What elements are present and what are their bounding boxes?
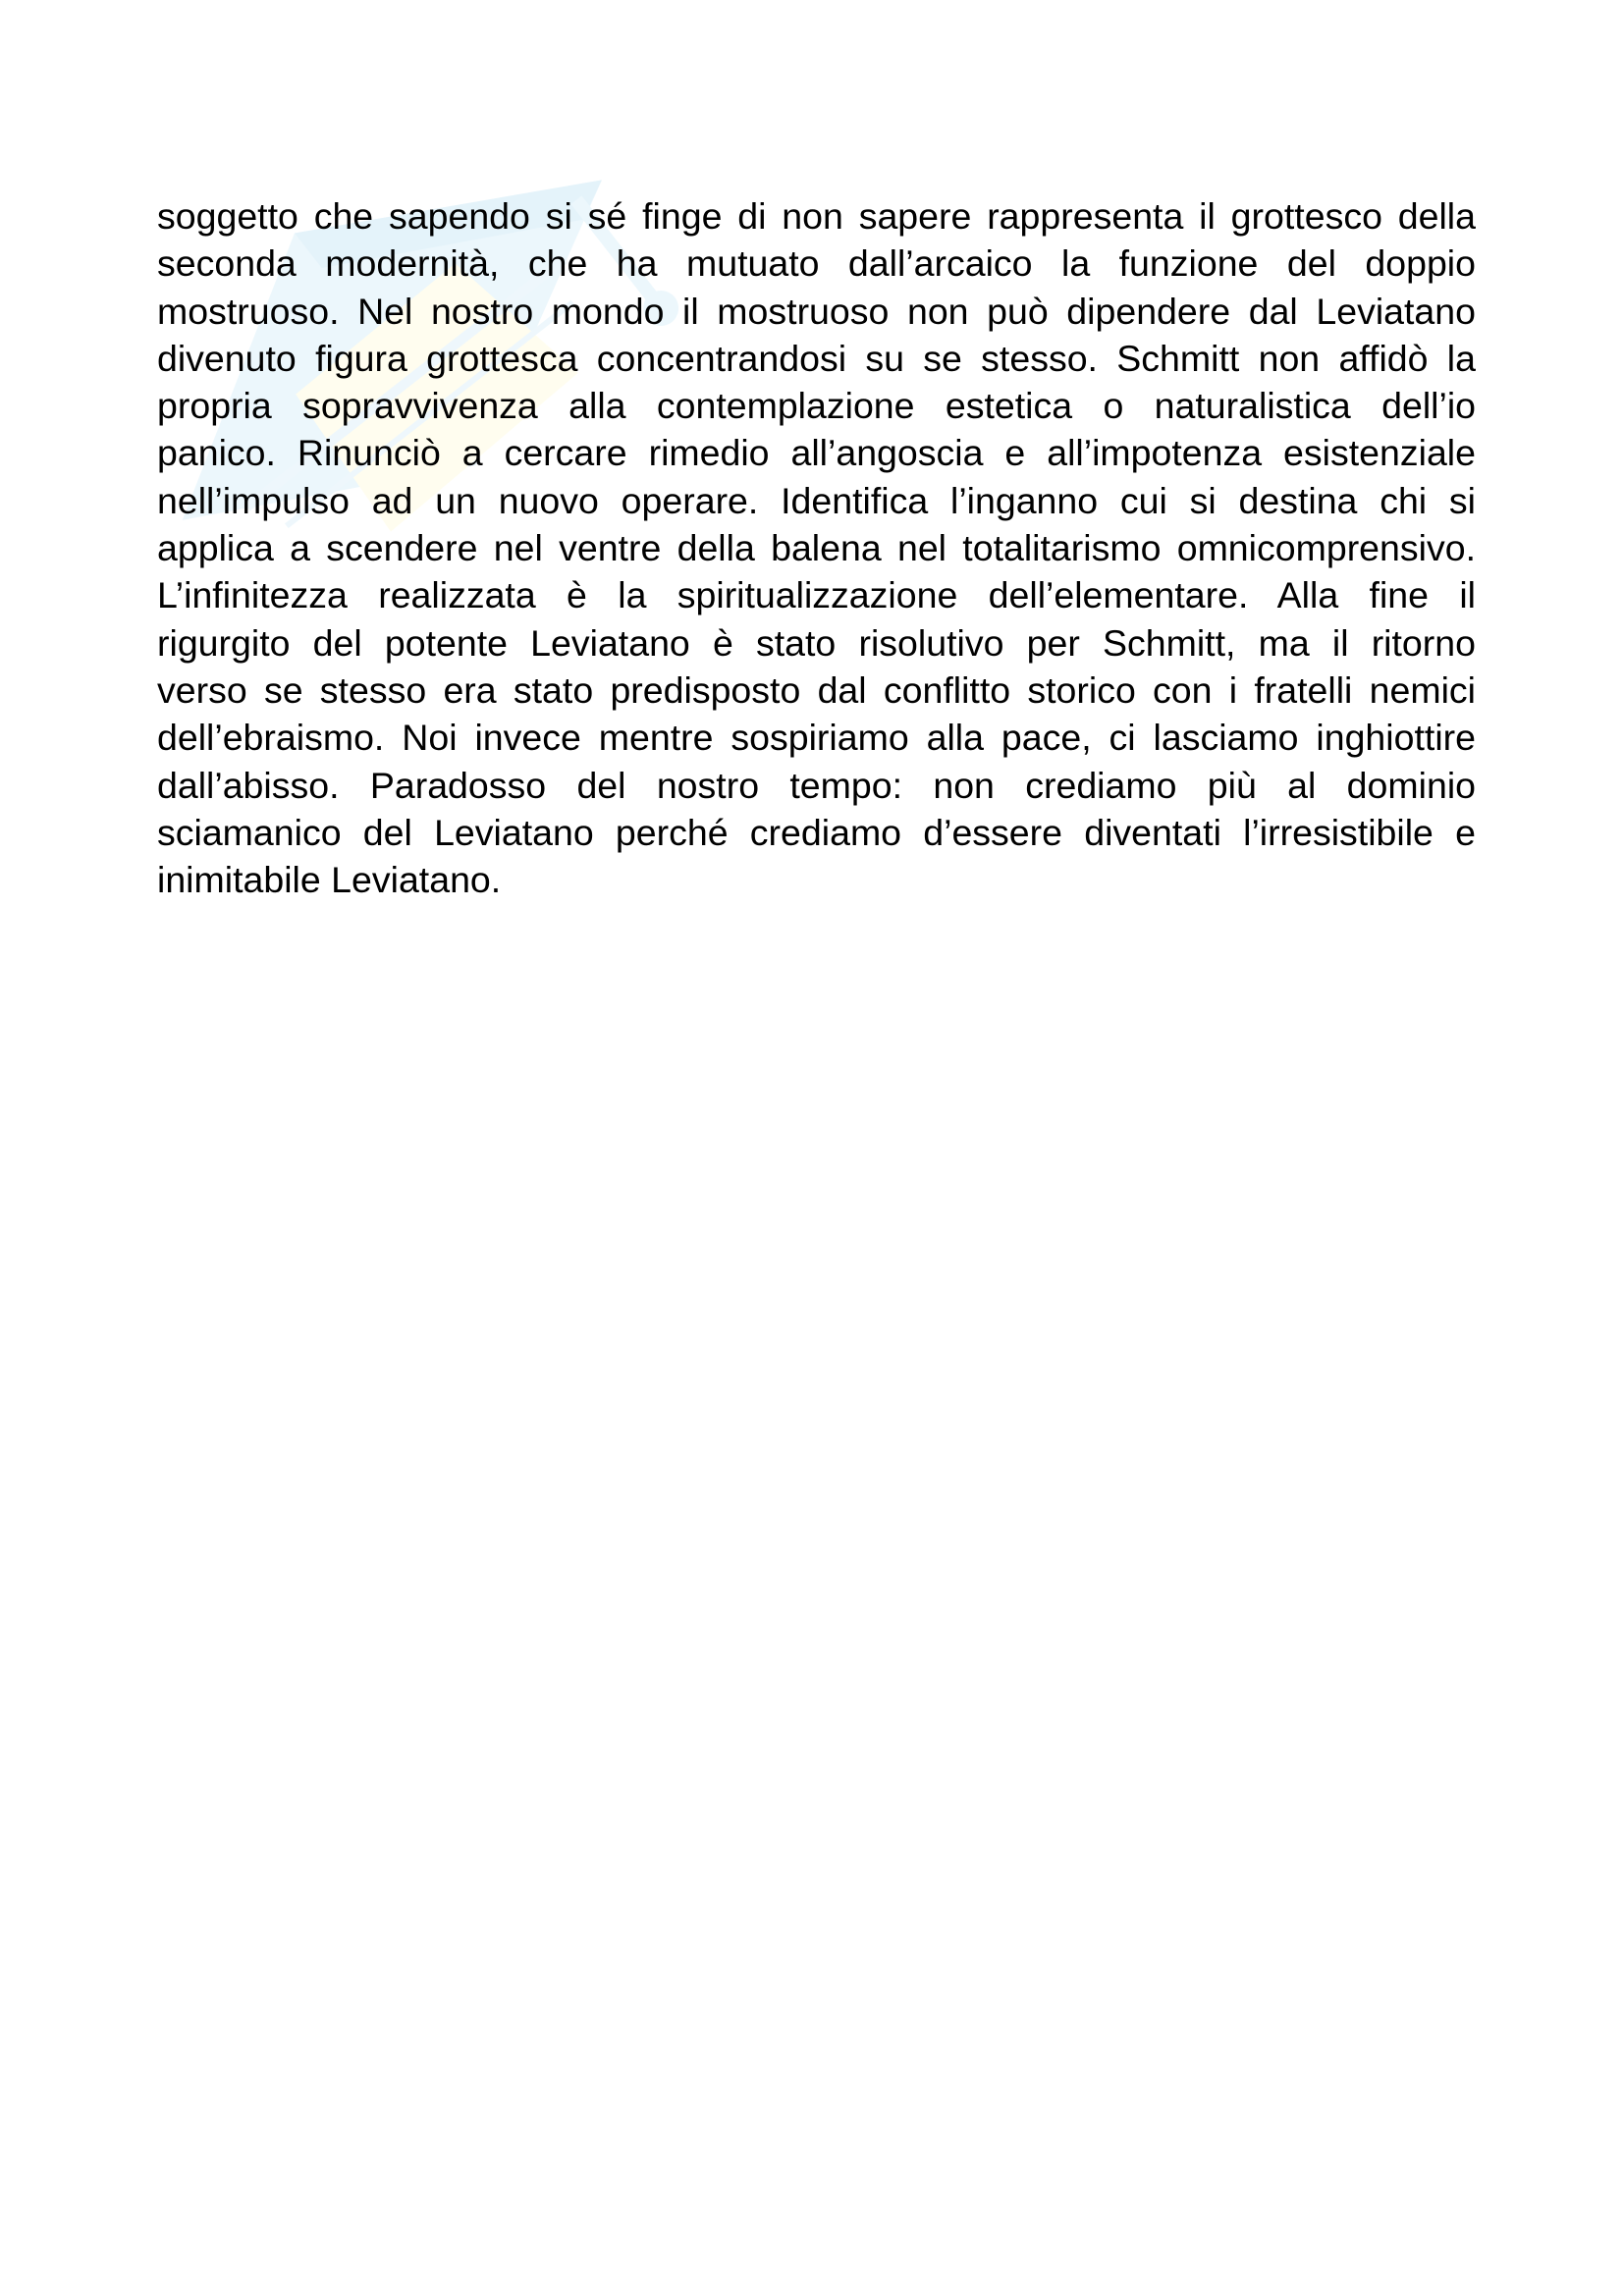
paragraph-line: L’infinitezza realizzata è la spiritualizzazione dell’elementare. Alla fine il — [157, 574, 1476, 616]
paragraph-line: dall’abisso. Paradosso del nostro tempo: non crediamo più al dominio — [157, 764, 1476, 806]
paragraph-line: mostruoso. Nel nostro mondo il mostruoso non può dipendere dal Leviatano — [157, 290, 1476, 332]
paragraph-line: dell’ebraismo. Noi invece mentre sospiriamo alla pace, ci lasciamo inghiottire — [157, 717, 1476, 759]
paragraph-line: sciamanico del Leviatano perché crediamo d’essere diventati l’irresistibile e — [157, 811, 1476, 853]
paragraph-line: nell’impulso ad un nuovo operare. Identifica l’inganno cui si destina chi si — [157, 479, 1476, 521]
paragraph-line: inimitabile Leviatano. — [157, 859, 502, 901]
paragraph-line: divenuto figura grottesca concentrandosi su se stesso. Schmitt non affidò la — [157, 337, 1476, 379]
paragraph-line: verso se stesso era stato predisposto dal conflitto storico con i fratelli nemici — [157, 668, 1476, 711]
paragraph-line: applica a scendere nel ventre della balena nel totalitarismo omnicomprensivo. — [157, 527, 1476, 569]
paragraph-line: soggetto che sapendo si sé finge di non sapere rappresenta il grottesco della — [157, 195, 1476, 237]
paragraph-line: seconda modernità, che ha mutuato dall’arcaico la funzione del doppio — [157, 242, 1476, 285]
paragraph-line: propria sopravvivenza alla contemplazione estetica o naturalistica dell’io — [157, 385, 1476, 427]
paragraph-line: panico. Rinunciò a cercare rimedio all’angoscia e all’impotenza esistenziale — [157, 432, 1476, 474]
paragraph-line: rigurgito del potente Leviatano è stato risolutivo per Schmitt, ma il ritorno — [157, 621, 1476, 664]
body-paragraph — [157, 192, 1476, 903]
